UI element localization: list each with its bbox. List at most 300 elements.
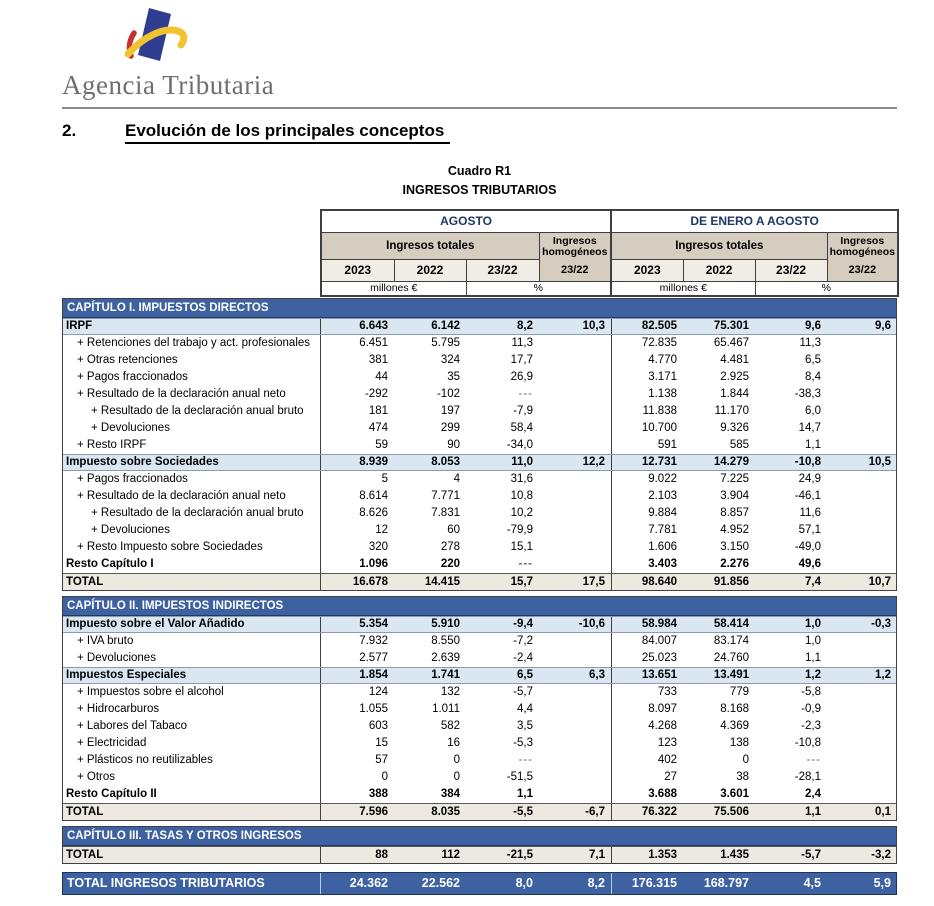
table-row (63, 522, 896, 539)
cell-value: 1.741 (431, 669, 460, 681)
cell-value (827, 352, 897, 369)
cell-value: 25.023 (611, 650, 683, 667)
table-row (63, 403, 896, 420)
cell-value: 4.481 (720, 354, 749, 366)
cell-value: 6,3 (589, 669, 605, 681)
section-band: CAPÍTULO III. TASAS Y OTROS INGRESOS (63, 827, 896, 846)
cell-value (827, 369, 897, 386)
cell-value: -10,8 (794, 737, 821, 749)
cell-value: --- (518, 388, 533, 400)
cell-value (827, 505, 897, 522)
cell-value: 3.150 (720, 541, 749, 553)
cell-value: 11,3 (511, 337, 533, 349)
cell-value: 58.984 (611, 617, 683, 632)
cell-value (539, 650, 611, 667)
table-row (63, 505, 896, 522)
row-label: + Otras retenciones (63, 352, 321, 369)
cell-value: 26,9 (510, 371, 533, 383)
cell-value: 585 (729, 439, 749, 451)
cell-value: 84.007 (611, 633, 683, 650)
cell-value: 168.797 (703, 876, 749, 890)
cell-value: 8,2 (517, 320, 533, 332)
cell-value: -34,0 (506, 439, 533, 451)
cell-value: 83.174 (713, 635, 749, 647)
cell-value: 324 (440, 354, 460, 366)
row-label: + Resto IRPF (63, 437, 321, 454)
cell-value: 60 (447, 524, 460, 536)
cell-value (539, 752, 611, 769)
unit-percent: % (755, 281, 898, 296)
cell-value: 112 (441, 848, 460, 861)
row-label: TOTAL (63, 804, 321, 820)
cell-value: 12,2 (582, 456, 605, 468)
cell-value: 1.844 (720, 388, 749, 400)
grand-total-label: TOTAL INGRESOS TRIBUTARIOS (63, 873, 321, 894)
cell-value (827, 386, 897, 403)
cell-value: 24.760 (713, 652, 749, 664)
cell-value: 9.022 (611, 471, 683, 488)
cell-value: --- (518, 558, 533, 570)
cell-value: 181 (368, 405, 388, 417)
cell-value: 1,2 (875, 669, 891, 681)
cell-value (539, 335, 611, 352)
row-label: + Devoluciones (63, 420, 321, 437)
table-row (63, 735, 896, 752)
subheader-ingresos-homogeneos (827, 232, 898, 281)
cell-value: 381 (368, 354, 388, 366)
row-label: + Devoluciones (63, 650, 321, 667)
cell-value: 15,1 (510, 541, 533, 553)
cell-value: 58.414 (713, 618, 749, 630)
cell-value: 2.276 (720, 558, 749, 570)
cell-value: 1.435 (720, 848, 749, 861)
cell-value: -79,9 (506, 524, 533, 536)
row-label: + Electricidad (63, 735, 321, 752)
cell-value: -7,2 (513, 635, 533, 647)
table-section (62, 596, 897, 821)
cell-value: 98.640 (611, 574, 683, 590)
cell-value: 9.326 (720, 422, 749, 434)
cell-value: -2,3 (801, 720, 821, 732)
table-caption-line2: INGRESOS TRIBUTARIOS (402, 182, 557, 197)
cell-value (827, 752, 897, 769)
cell-value: -0,9 (801, 703, 821, 715)
cell-value: --- (518, 754, 533, 766)
cell-value (539, 403, 611, 420)
cell-value: -102 (436, 388, 460, 400)
cell-value: -51,5 (506, 771, 533, 783)
unit-currency: millones € (611, 281, 755, 296)
year-header: 2022 (394, 259, 466, 281)
row-label: + Hidrocarburos (63, 701, 321, 718)
cell-value: 11.170 (714, 405, 749, 417)
cell-value: 474 (368, 422, 388, 434)
cell-value: 1.854 (359, 669, 388, 681)
cell-value: 17,5 (582, 575, 605, 588)
table-section (62, 298, 897, 591)
cell-value: -0,3 (871, 618, 891, 630)
cell-value: 75.301 (713, 320, 749, 332)
table-row (63, 471, 896, 488)
cell-value: 7.771 (431, 490, 460, 502)
cell-value: 5.795 (431, 337, 460, 349)
unit-percent: % (466, 281, 611, 296)
cell-value: 10,3 (582, 320, 605, 332)
cell-value (539, 386, 611, 403)
row-label: + Pagos fraccionados (63, 471, 321, 488)
row-label: Resto Capítulo II (63, 786, 321, 803)
cell-value (539, 505, 611, 522)
cell-value (827, 718, 897, 735)
row-label: TOTAL (63, 847, 321, 863)
cell-value: 8.035 (431, 805, 460, 818)
cell-value (539, 701, 611, 718)
table-row (63, 437, 896, 454)
cell-value: 6.643 (359, 320, 388, 332)
cell-value: 1,1 (805, 439, 821, 451)
year-header: 2023 (611, 259, 683, 281)
cell-value: 0 (453, 771, 460, 783)
cell-value: 4.952 (720, 524, 749, 536)
cell-value: 35 (447, 371, 460, 383)
row-label: + Resultado de la declaración anual neto (63, 386, 321, 403)
row-label: + Otros (63, 769, 321, 786)
section-band: CAPÍTULO I. IMPUESTOS DIRECTOS (63, 299, 896, 318)
cell-value: 3.688 (611, 786, 683, 803)
cell-value: 733 (611, 684, 683, 701)
homogeneos-ratio: 23/22 (848, 264, 877, 276)
row-label: + Resultado de la declaración anual bruto (63, 403, 321, 420)
cell-value: 13.491 (713, 669, 749, 681)
cell-value: -6,7 (585, 805, 605, 818)
cell-value (827, 633, 897, 650)
table-row (63, 633, 896, 650)
table-row (63, 769, 896, 786)
cell-value: 88 (375, 848, 388, 861)
cell-value: 124 (368, 686, 388, 698)
cell-value: 5.354 (359, 618, 388, 630)
cell-value: -5,7 (801, 848, 821, 861)
year-header: 2023 (321, 259, 394, 281)
cell-value (827, 437, 897, 454)
cell-value: -10,8 (794, 456, 821, 468)
cell-value: 8.097 (611, 701, 683, 718)
cell-value: 75.506 (713, 805, 749, 818)
row-label: + Retenciones del trabajo y act. profesionales (63, 335, 321, 352)
cell-value: 10,5 (868, 456, 891, 468)
cell-value: 1,2 (805, 669, 821, 681)
cell-value: -21,5 (506, 848, 533, 861)
cell-value: 1.011 (432, 703, 460, 715)
cell-value: 24,9 (798, 473, 821, 485)
cell-value: 8.053 (431, 456, 460, 468)
cell-value (827, 522, 897, 539)
cell-value: 59 (375, 439, 388, 451)
table-row (63, 454, 896, 471)
cell-value: 10,2 (510, 507, 533, 519)
cell-value: 384 (440, 788, 460, 800)
cell-value (827, 735, 897, 752)
cell-value: 7.831 (431, 507, 460, 519)
row-label: IRPF (63, 319, 321, 334)
cell-value: 8.550 (431, 635, 460, 647)
table-row (63, 352, 896, 369)
year-header: 2022 (683, 259, 755, 281)
ratio-header: 23/22 (466, 259, 539, 281)
table-row (63, 786, 896, 803)
cell-value: 11.838 (611, 403, 683, 420)
cell-value: 582 (440, 720, 460, 732)
cell-value: -49,0 (794, 541, 821, 553)
cell-value: 7,4 (805, 575, 821, 588)
agencia-tributaria-logo-icon (118, 8, 198, 68)
cell-value: 15 (375, 737, 388, 749)
cell-value: 16 (447, 737, 460, 749)
cell-value: 2.577 (359, 652, 388, 664)
homogeneos-word2: homogéneos (542, 246, 608, 259)
cell-value: 82.505 (611, 319, 683, 334)
cell-value: 14,7 (798, 422, 821, 434)
cell-value: 24.362 (349, 876, 388, 890)
cell-value: 8.626 (359, 507, 388, 519)
cell-value (827, 786, 897, 803)
cell-value: 12 (375, 524, 388, 536)
table-row (63, 718, 896, 735)
row-label: Impuesto sobre el Valor Añadido (63, 617, 321, 632)
cell-value: 1,0 (805, 618, 821, 630)
table-row (63, 556, 896, 573)
cell-value: -5,8 (801, 686, 821, 698)
cell-value: 9.884 (611, 505, 683, 522)
cell-value: 3.171 (611, 369, 683, 386)
cell-value (827, 488, 897, 505)
cell-value (827, 684, 897, 701)
subheader-ingresos-totales: Ingresos totales (321, 232, 539, 259)
cell-value: 2.925 (720, 371, 749, 383)
cell-value: 176.315 (611, 873, 683, 894)
cell-value: 57 (375, 754, 388, 766)
cell-value: 3.403 (611, 556, 683, 573)
cell-value: 10.700 (611, 420, 683, 437)
cell-value (827, 701, 897, 718)
cell-value: 91.856 (713, 575, 749, 588)
cell-value (539, 786, 611, 803)
col-group-agosto: AGOSTO (321, 210, 611, 233)
cell-value: 123 (611, 735, 683, 752)
cell-value: -3,2 (871, 848, 891, 861)
row-label: + Labores del Tabaco (63, 718, 321, 735)
table-row (63, 488, 896, 505)
cell-value: 3,5 (517, 720, 533, 732)
cell-value: 132 (440, 686, 460, 698)
table-body (62, 298, 897, 864)
cell-value (539, 684, 611, 701)
cell-value: 0 (381, 771, 388, 783)
cell-value (539, 556, 611, 573)
table-row (63, 752, 896, 769)
row-label: Resto Capítulo I (63, 556, 321, 573)
cell-value: 7.225 (720, 473, 749, 485)
cell-value: 10,7 (868, 575, 891, 588)
cell-value: 1.096 (359, 558, 388, 570)
table-section (62, 826, 897, 864)
cell-value (539, 718, 611, 735)
cell-value: 7.781 (611, 522, 683, 539)
cell-value: 8,2 (587, 876, 605, 890)
table-column-headers (320, 209, 899, 297)
cell-value: 138 (729, 737, 749, 749)
cell-value: 3.904 (720, 490, 749, 502)
cell-value: 10,8 (510, 490, 533, 502)
table-row (63, 420, 896, 437)
cell-value: 0,1 (875, 805, 891, 818)
cell-value: 1,1 (805, 652, 821, 664)
cell-value: 6,5 (517, 669, 533, 681)
cell-value: 197 (440, 405, 460, 417)
cell-value: 12.731 (611, 455, 683, 470)
cell-value: 58,4 (510, 422, 533, 434)
row-label: + Pagos fraccionados (63, 369, 321, 386)
table-caption (62, 162, 897, 200)
cell-value: 6.451 (359, 337, 388, 349)
cell-value: -10,6 (578, 618, 605, 630)
cell-value: 6,0 (805, 405, 821, 417)
table-row (63, 573, 896, 590)
cell-value: 72.835 (611, 335, 683, 352)
cell-value: 8,4 (805, 371, 821, 383)
table-row (63, 616, 896, 633)
unit-currency: millones € (321, 281, 466, 296)
cell-value (539, 437, 611, 454)
table-row (63, 539, 896, 556)
cell-value: 1.138 (611, 386, 683, 403)
homogeneos-word1: Ingresos (552, 234, 597, 247)
cell-value: 1,0 (805, 635, 821, 647)
cell-value: 5.910 (431, 618, 460, 630)
cell-value: -28,1 (794, 771, 821, 783)
table-row (63, 803, 896, 820)
cell-value: -5,3 (513, 737, 533, 749)
cell-value (539, 488, 611, 505)
cell-value: 17,7 (510, 354, 533, 366)
homogeneos-word2: homogéneos (829, 246, 895, 259)
cell-value: 2.639 (431, 652, 460, 664)
cell-value (539, 769, 611, 786)
table-row (63, 335, 896, 352)
cell-value: 27 (611, 769, 683, 786)
cell-value: -46,1 (794, 490, 821, 502)
cell-value: 15,7 (510, 575, 533, 588)
cell-value: --- (806, 754, 821, 766)
cell-value: 2.103 (611, 488, 683, 505)
cell-value: 8.168 (720, 703, 749, 715)
table-row (63, 846, 896, 863)
cell-value: 299 (440, 422, 460, 434)
cell-value: 8.939 (359, 456, 388, 468)
cell-value: 16.678 (352, 575, 388, 588)
cell-value: 388 (368, 788, 388, 800)
cell-value: 14.415 (424, 575, 460, 588)
row-label: + Resultado de la declaración anual neto (63, 488, 321, 505)
cell-value (827, 420, 897, 437)
cell-value (539, 539, 611, 556)
cell-value: 2,4 (805, 788, 821, 800)
col-group-enero-a-agosto: DE ENERO A AGOSTO (611, 210, 898, 233)
row-label: + Plásticos no reutilizables (63, 752, 321, 769)
cell-value: 320 (368, 541, 388, 553)
cell-value: 44 (375, 371, 388, 383)
cell-value: 49,6 (798, 558, 821, 570)
cell-value: 7.596 (359, 805, 388, 818)
cell-value: 1,1 (805, 805, 821, 818)
cell-value: 4 (453, 473, 460, 485)
table-row (63, 650, 896, 667)
cell-value: 1.353 (611, 847, 683, 863)
cell-value: 90 (447, 439, 460, 451)
cell-value: 7.932 (359, 635, 388, 647)
cell-value: 76.322 (611, 804, 683, 820)
cell-value: 4.369 (720, 720, 749, 732)
cell-value: 5,9 (873, 876, 891, 890)
cell-value: 8,0 (515, 876, 533, 890)
cell-value (827, 403, 897, 420)
cell-value (827, 471, 897, 488)
cell-value (539, 633, 611, 650)
cell-value: 11,6 (799, 507, 821, 519)
cell-value: 13.651 (611, 668, 683, 683)
cell-value (539, 735, 611, 752)
cell-value: 402 (611, 752, 683, 769)
cell-value: 65.467 (713, 337, 749, 349)
cell-value: 0 (742, 754, 749, 766)
section-band: CAPÍTULO II. IMPUESTOS INDIRECTOS (63, 597, 896, 616)
cell-value: -2,4 (513, 652, 533, 664)
cell-value (539, 522, 611, 539)
table-row (63, 386, 896, 403)
cell-value: 22.562 (421, 876, 460, 890)
cell-value: 31,6 (510, 473, 533, 485)
cell-value (827, 650, 897, 667)
table-row (63, 684, 896, 701)
cell-value (539, 471, 611, 488)
row-label: + Devoluciones (63, 522, 321, 539)
row-label: + Resto Impuesto sobre Sociedades (63, 539, 321, 556)
cell-value: 3.601 (720, 788, 749, 800)
row-label: Impuesto sobre Sociedades (63, 455, 321, 470)
cell-value (827, 769, 897, 786)
cell-value: 603 (368, 720, 388, 732)
ratio-header: 23/22 (755, 259, 827, 281)
cell-value: 1.055 (359, 703, 388, 715)
cell-value: 0 (453, 754, 460, 766)
table-caption-line1: Cuadro R1 (447, 164, 512, 178)
table-row (63, 667, 896, 684)
cell-value: 779 (729, 686, 749, 698)
cell-value: 8.614 (359, 490, 388, 502)
cell-value (827, 556, 897, 573)
cell-value (827, 539, 897, 556)
cell-value: 6,5 (805, 354, 821, 366)
cell-value: 4.268 (611, 718, 683, 735)
cell-value: 11,3 (799, 337, 821, 349)
row-label: + IVA bruto (63, 633, 321, 650)
row-label: Impuestos Especiales (63, 668, 321, 683)
row-label: + Resultado de la declaración anual bruto (63, 505, 321, 522)
table-row (63, 318, 896, 335)
brand-name: Agencia Tributaria (62, 70, 275, 100)
cell-value: 591 (611, 437, 683, 454)
cell-value: 7,1 (589, 848, 605, 861)
